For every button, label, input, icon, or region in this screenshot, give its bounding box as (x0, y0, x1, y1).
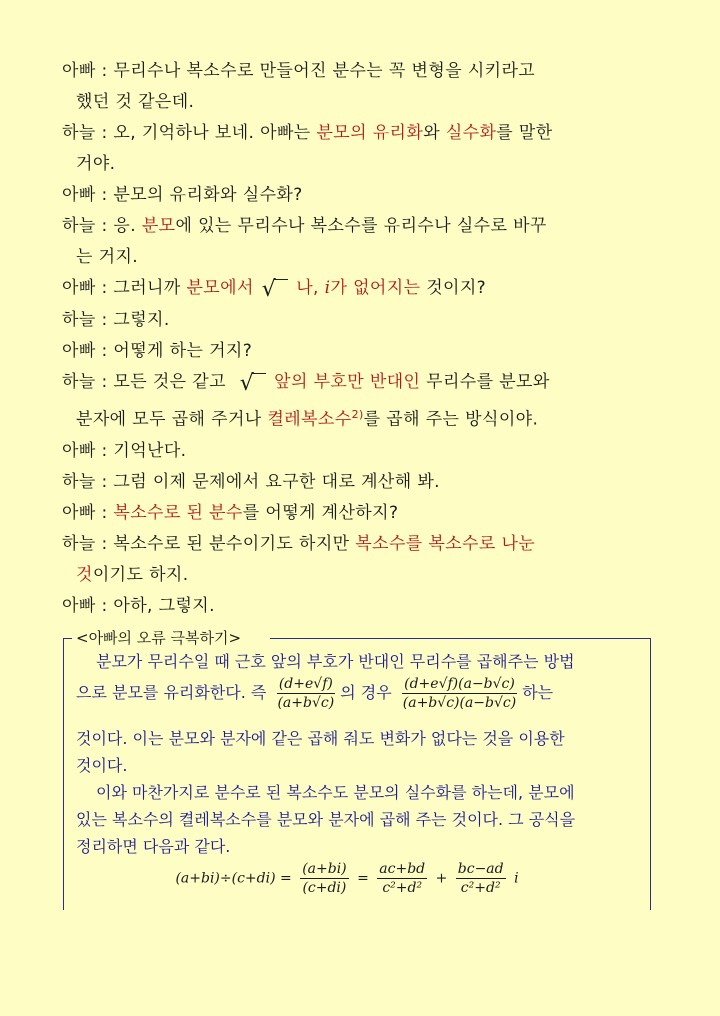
speaker-label: 아빠 : (62, 278, 114, 298)
speaker-label: 하늘 : (62, 533, 114, 554)
text-segment: 에 있는 무리수나 복소수를 유리수나 실수로 바꾸 (175, 216, 547, 236)
text-segment: 아하, 그렇지. (113, 595, 215, 616)
fraction-denominator: c²+d² (460, 880, 501, 896)
text-segment: 것이지? (420, 278, 487, 298)
highlighted-term: 켤레복소수 (267, 409, 352, 430)
text-segment: 는 거지. (76, 247, 139, 267)
text-segment: 이기도 하지. (92, 564, 189, 585)
dialogue-line (62, 180, 662, 211)
speaker-label: 아빠 : (62, 440, 114, 461)
formula-plus: + (435, 870, 448, 887)
text-segment: 모든 것은 같고 (113, 372, 232, 392)
fraction-numerator: (d+e√f) (278, 676, 333, 692)
radical-sign (240, 368, 266, 399)
highlighted-term: i (324, 278, 331, 298)
dialogue-line (62, 498, 662, 529)
dialogue-line (62, 529, 662, 560)
fraction-2 (401, 675, 518, 712)
dialogue-line (62, 56, 662, 87)
box-line: 이와 마찬가지로 분수로 된 복소수도 분모의 실수화를 하는데, 분모에 (96, 783, 575, 802)
dialogue-continuation (62, 399, 662, 436)
speaker-label: 아빠 : (62, 502, 114, 523)
radical-glyph: √ (239, 371, 255, 396)
highlighted-term: 실수화 (445, 123, 497, 143)
text-segment: 그렇지. (113, 310, 170, 330)
text-segment: 했던 것 같은데. (76, 92, 195, 112)
text-segment: 분모의 유리화와 실수화? (113, 185, 303, 205)
fraction-numerator: (a+bi) (302, 861, 347, 877)
box-line: 정리하면 다음과 같다. (76, 837, 231, 856)
text-segment: 분자에 모두 곱해 주거나 (76, 409, 268, 430)
dialogue-line (62, 367, 662, 399)
dialogue-line (62, 211, 662, 242)
highlighted-term: 복소수로 된 분수 (113, 502, 243, 523)
highlighted-term: 앞의 부호만 반대인 (274, 372, 421, 392)
dialogue-line (62, 273, 662, 305)
fraction-1 (275, 675, 336, 712)
speaker-label: 하늘 : (62, 310, 114, 330)
radical-bar (252, 373, 266, 374)
dialogue-line (62, 305, 662, 336)
fraction-numerator: bc−ad (457, 861, 504, 877)
box-title: <아빠의 오류 극복하기> (76, 629, 242, 647)
text-segment: 거야. (76, 154, 116, 174)
dialogue-continuation (62, 560, 662, 591)
box-top-border-right (270, 638, 650, 639)
text-segment: 무리수나 복소수로 만들어진 분수는 꼭 변형을 시키라고 (113, 61, 536, 81)
text-segment: 와 (423, 123, 446, 143)
highlighted-term: 복소수를 복소수로 나눈 (355, 533, 536, 554)
speaker-label: 아빠 : (62, 185, 114, 205)
box-text-segment: 으로 분모를 유리화한다. 즉 (76, 683, 267, 702)
highlighted-term: 분모에서 (186, 278, 254, 298)
highlighted-term: 가 없어지는 (330, 278, 421, 298)
formula-equals: = (357, 870, 369, 887)
dialogue-continuation (62, 87, 662, 118)
dialogue-line (62, 591, 662, 622)
fraction-denominator: (a+b√c)(a−b√c) (402, 695, 517, 711)
box-fraction-line (76, 675, 642, 725)
dialogue-line (62, 118, 662, 149)
box-line: 것이다. (76, 756, 128, 775)
box-text (76, 648, 642, 860)
text-segment: 를 말한 (496, 123, 553, 143)
text-segment: 를 곱해 주는 방식이야. (363, 409, 539, 430)
fraction-denominator: (c+di) (302, 880, 347, 896)
highlighted-term: 분모 (141, 216, 176, 236)
text-segment: 오, 기억하나 보네. 아빠는 (113, 123, 317, 143)
box-text-segment: 하는 (522, 683, 554, 702)
radical-bar (274, 279, 288, 280)
speaker-label: 하늘 : (62, 471, 114, 492)
text-segment: 무리수를 분모와 (420, 372, 550, 392)
formula-fraction-2 (377, 860, 427, 897)
dialogue-line (62, 336, 662, 367)
complex-division-formula (64, 860, 630, 897)
box-top-border-left (64, 638, 72, 639)
text-segment: 를 어떻게 계산하지? (242, 502, 399, 523)
box-line: 분모가 무리수일 때 근호 앞의 부호가 반대인 무리수를 곱해주는 방법 (96, 652, 575, 671)
error-overcome-box (63, 629, 651, 910)
speaker-label: 아빠 : (62, 595, 114, 616)
text-segment: 그러니까 (113, 278, 187, 298)
speaker-label: 아빠 : (62, 341, 114, 361)
text-segment: 그럼 이제 문제에서 요구한 대로 계산해 봐. (113, 471, 440, 492)
formula-fraction-3 (456, 860, 506, 897)
dialogue-continuation (62, 149, 662, 180)
radical-glyph: √ (261, 277, 277, 302)
radical-sign (262, 274, 288, 305)
text-segment: 기억난다. (113, 440, 187, 461)
speaker-label: 하늘 : (62, 372, 114, 392)
formula-i: i (514, 870, 519, 887)
speaker-label: 하늘 : (62, 123, 114, 143)
text-segment: 응. (113, 216, 142, 236)
dialogue (62, 56, 662, 622)
box-text-segment: 의 경우 (340, 683, 392, 702)
highlighted-term: 것 (76, 564, 93, 585)
speaker-label: 하늘 : (62, 216, 114, 236)
box-line: 있는 복소수의 켤레복소수를 분모와 분자에 곱해 주는 것이다. 그 공식을 (76, 810, 576, 829)
dialogue-line (62, 467, 662, 498)
footnote-marker: 2) (351, 408, 364, 421)
fraction-numerator: (d+e√f)(a−b√c) (404, 676, 515, 692)
highlighted-term: 분모의 유리화 (316, 123, 424, 143)
fraction-numerator: ac+bd (379, 861, 426, 877)
formula-lhs: (a+bi)÷(c+di) = (175, 870, 292, 887)
speaker-label: 아빠 : (62, 61, 114, 81)
highlighted-term: 나, (296, 278, 325, 298)
dialogue-continuation (62, 242, 662, 273)
fraction-denominator: c²+d² (382, 880, 423, 896)
formula-fraction-1 (300, 860, 348, 897)
text-segment: 어떻게 하는 거지? (113, 341, 253, 361)
fraction-denominator: (a+b√c) (277, 695, 335, 711)
dialogue-line (62, 436, 662, 467)
box-line: 것이다. 이는 분모와 분자에 같은 곱해 줘도 변화가 없다는 것을 이용한 (76, 729, 565, 748)
text-segment: 복소수로 된 분수이기도 하지만 (113, 533, 356, 554)
